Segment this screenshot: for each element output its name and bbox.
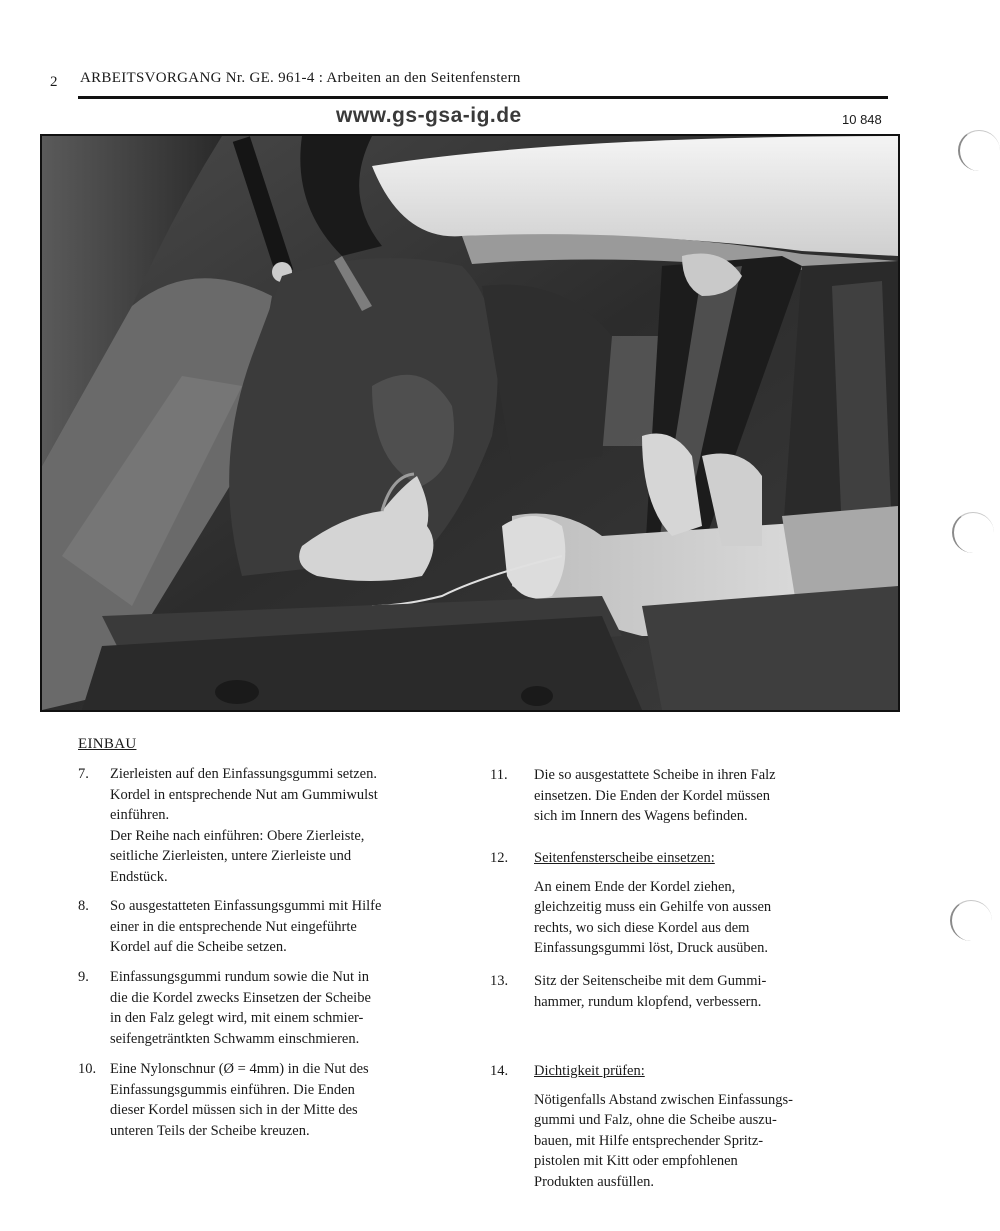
step-line: Kordel in entsprechende Nut am Gummiwulst [110, 786, 378, 803]
step-text [534, 765, 776, 827]
instruction-photo [40, 134, 900, 712]
step-line: sich im Innern des Wagens befinden. [534, 808, 748, 824]
step-text [534, 971, 766, 1012]
step-line: gummi und Falz, ohne die Scheibe auszu- [534, 1112, 777, 1128]
step-line: Nötigenfalls Abstand zwischen Einfassungs- [534, 1091, 793, 1108]
punch-hole [950, 900, 992, 941]
step-number: 13. [490, 973, 509, 989]
step-text [110, 1059, 369, 1141]
step-line: pistolen mit Kitt oder empfohlenen [534, 1153, 738, 1169]
step-line: bauen, mit Hilfe entsprechender Spritz- [534, 1132, 764, 1149]
step-line: die die Kordel zwecks Einsetzen der Scheibe [110, 989, 371, 1006]
step-line: seitliche Zierleisten, untere Zierleiste und [110, 848, 352, 864]
step-text [110, 896, 381, 958]
step-number: 10. [78, 1061, 97, 1077]
step-line: in den Falz gelegt wird, mit einem schmier- [110, 1010, 364, 1026]
photo-car-side-window-installation-icon [42, 136, 898, 710]
step-line: seifengeträntkten Schwamm einschmieren. [110, 1030, 360, 1047]
step-text [110, 967, 371, 1049]
step-line: einsetzen. Die Enden der Kordel müssen [534, 787, 770, 804]
step-line: Die so ausgestattete Scheibe in ihren Falz [534, 767, 776, 783]
step-line: So ausgestatteten Einfassungsgummi mit Hilfe [110, 898, 382, 914]
step-text [110, 764, 378, 887]
step-line: dieser Kordel müssen sich in der Mitte des [110, 1102, 358, 1118]
step-heading: Dichtigkeit prüfen: [534, 1063, 645, 1079]
step-text [534, 848, 771, 959]
step-line: Der Reihe nach einführen: Obere Zierleiste, [110, 827, 365, 844]
step-number: 11. [490, 767, 508, 783]
step-text [534, 1061, 793, 1192]
header-rule [78, 96, 888, 99]
step-line: Zierleisten auf den Einfassungsgummi setzen. [110, 766, 377, 782]
step-number: 14. [490, 1063, 509, 1079]
step-number: 7. [78, 766, 89, 782]
step-number: 9. [78, 969, 89, 985]
punch-hole [952, 512, 994, 553]
step-line: hammer, rundum klopfend, verbessern. [534, 993, 762, 1010]
step-line: rechts, wo sich diese Kordel aus dem [534, 919, 750, 936]
step-number: 12. [490, 850, 509, 866]
step-line: An einem Ende der Kordel ziehen, [534, 878, 736, 895]
step-line: Eine Nylonschnur (Ø = 4mm) in die Nut des [110, 1061, 369, 1077]
step-line: Kordel auf die Scheibe setzen. [110, 939, 287, 955]
watermark-url: www.gs-gsa-ig.de [336, 104, 522, 127]
step-line: unteren Teils der Scheibe kreuzen. [110, 1122, 310, 1139]
step-line: Endstück. [110, 868, 168, 885]
step-line: Einfassungsgummis einführen. Die Enden [110, 1081, 355, 1098]
photo-number: 10 848 [842, 112, 882, 127]
page-number: 2 [50, 74, 58, 90]
step-line: Sitz der Seitenscheibe mit dem Gummi- [534, 973, 767, 989]
step-line: Einfassungsgummi löst, Druck ausüben. [534, 940, 768, 956]
step-heading: Seitenfensterscheibe einsetzen: [534, 850, 715, 866]
step-line: einführen. [110, 807, 170, 823]
section-title-einbau: EINBAU [78, 736, 137, 752]
step-number: 8. [78, 898, 89, 914]
page-header-title: ARBEITSVORGANG Nr. GE. 961-4 : Arbeiten an den Seitenfenstern [80, 70, 521, 86]
punch-hole [958, 130, 1000, 171]
step-line: einer in die entsprechende Nut eingeführte [110, 918, 357, 935]
step-line: Einfassungsgummi rundum sowie die Nut in [110, 969, 369, 985]
step-line: gleichzeitig muss ein Gehilfe von aussen [534, 899, 772, 915]
step-line: Produkten ausfüllen. [534, 1173, 655, 1190]
